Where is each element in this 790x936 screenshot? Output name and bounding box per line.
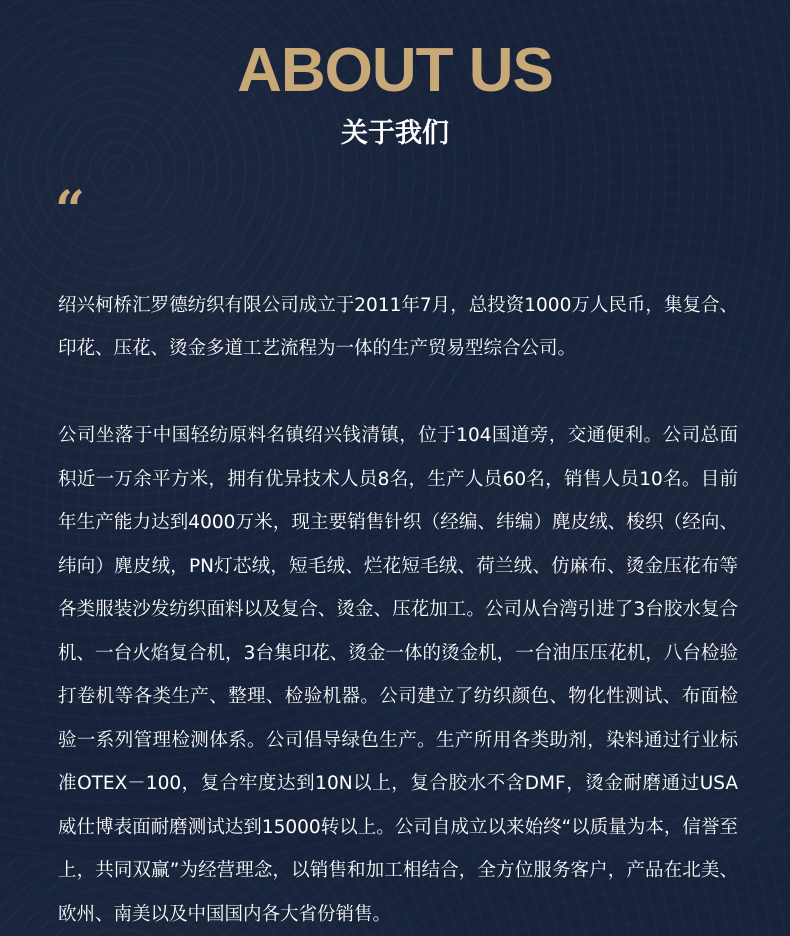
intro-paragraph-2: 公司坐落于中国轻纺原料名镇绍兴钱清镇，位于104国道旁，交通便利。公司总面积近一万余平方米，拥有优异技术人员8名，生产人员60名，销售人员10名。目前年生产能力达到4000万米，现主要销售针织（经编、纬编）麂皮绒、梭织（经向、纬向）麂皮绒，PN灯芯绒，短毛绒、烂花短毛绒、荷兰绒、仿麻布、烫金压花布等各类服装沙发纺织面料以及复合、烫金、压花加工。公司从台湾引进了3台胶水复合机、一台火焰复合机，3台集印花、烫金一体的烫金机，一台油压压花机，八台检验打卷机等各类生产、整理、检验机器。公司建立了纺织颜色、物化性测试、布面检验一系列管理检测体系。公司倡导绿色生产。生产所用各类助剂，染料通过行业标准OTEX－100，复合牢度达到10N以上，复合胶水不含DMF，烫金耐磨通过USA威仕博表面耐磨测试达到15000转以上。公司自成立以来始终“以质量为本，信誉至上，共同双赢”为经营理念，以销售和加工相结合，全方位服务客户，产品在北美、欧州、南美以及中国国内各大省份销售。 xyxy=(58,425,738,925)
page-title-en: ABOUT US xyxy=(237,36,553,105)
page-title-zh: 关于我们 xyxy=(341,118,449,149)
quote-mark-icon: “ xyxy=(55,180,85,241)
intro-paragraph-1: 绍兴柯桥汇罗德纺织有限公司成立于2011年7月，总投资1000万人民币，集复合、印花、压花、烫金多道工艺流程为一体的生产贸易型综合公司。 xyxy=(58,294,738,359)
company-intro-text xyxy=(58,240,738,936)
